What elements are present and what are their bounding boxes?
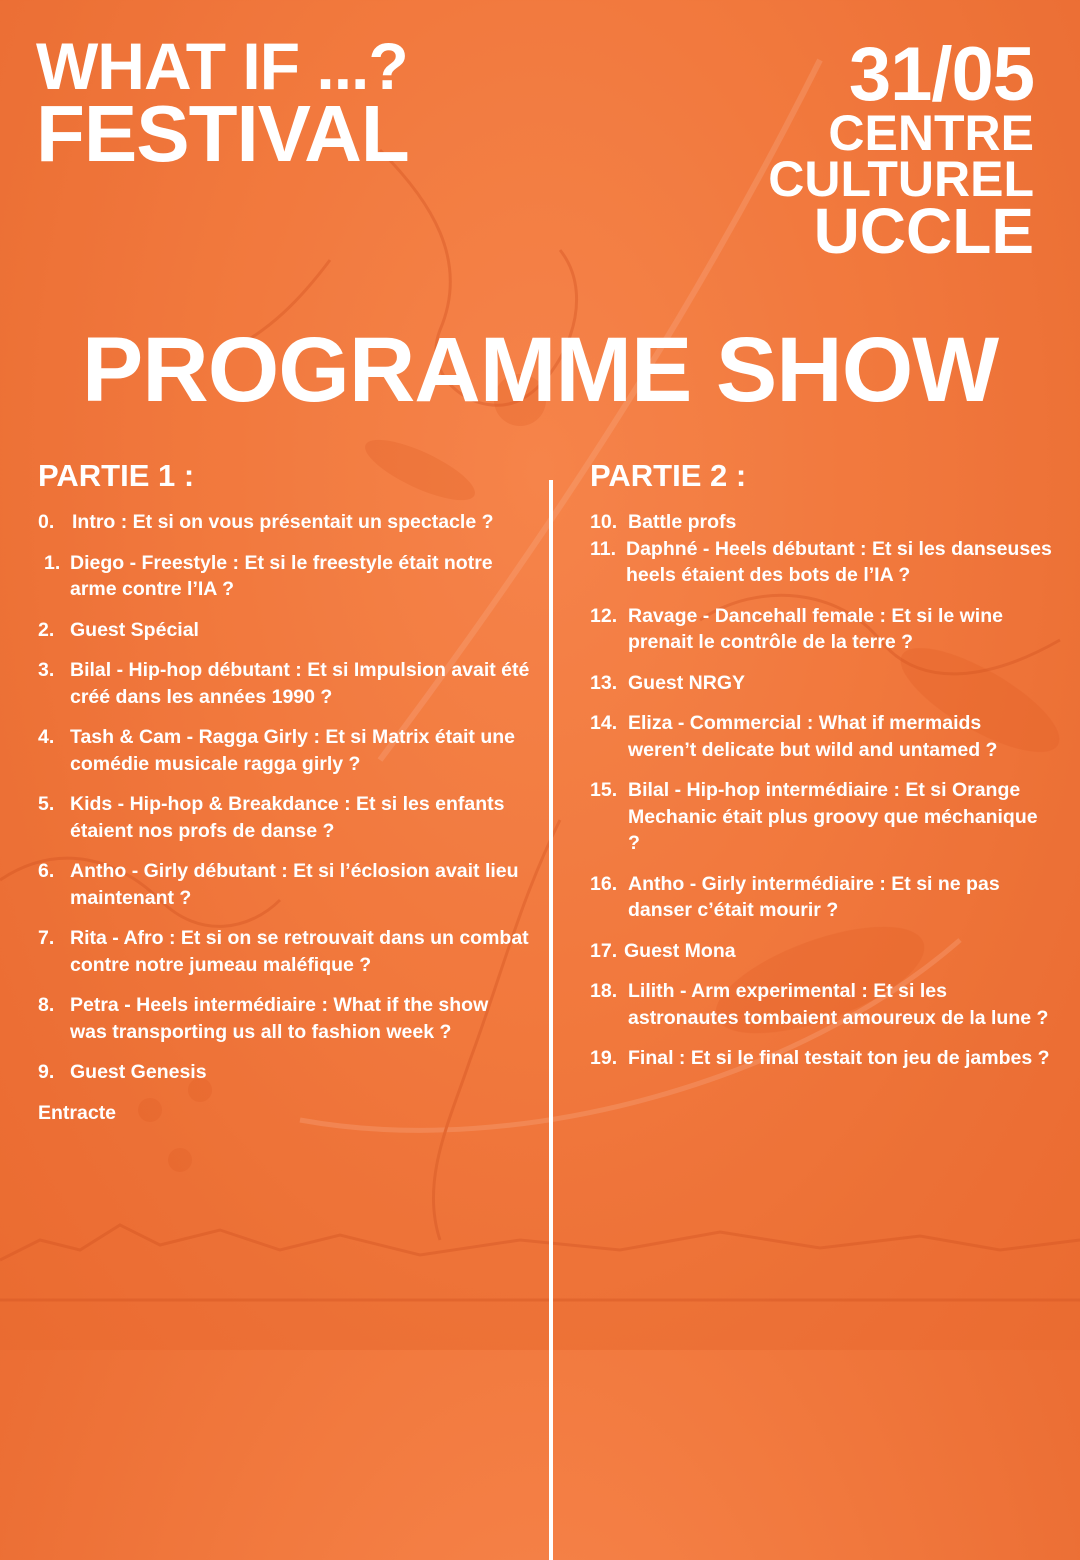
venue-line-3: UCCLE — [813, 194, 1034, 267]
list-item — [38, 617, 530, 644]
item-number: 7. — [38, 927, 55, 949]
event-info — [768, 32, 1034, 267]
list-item — [590, 978, 1052, 1031]
item-text: Bilal - Hip-hop débutant : Et si Impulsion avait été créé dans les années 1990 ? — [70, 659, 530, 708]
part1-list — [38, 509, 530, 1126]
festival-logo — [36, 29, 409, 178]
page-title: PROGRAMME SHOW — [81, 319, 999, 421]
item-text: Petra - Heels intermédiaire : What if the show was transporting us all to fashion week ? — [70, 994, 489, 1043]
item-text: Guest Mona — [624, 939, 736, 962]
item-number: 3. — [38, 659, 55, 681]
item-text: Final : Et si le final testait ton jeu de jambes ? — [628, 1047, 1050, 1069]
item-number: 6. — [38, 860, 55, 882]
list-item — [38, 992, 530, 1045]
list-item — [590, 603, 1052, 656]
list-item — [38, 925, 530, 978]
item-number: 9. — [38, 1061, 55, 1083]
item-number: 15. — [590, 779, 618, 801]
item-text: Guest Genesis — [70, 1061, 207, 1083]
item-text: Antho - Girly intermédiaire : Et si ne pas danser c’était mourir ? — [628, 872, 1000, 921]
item-text: Kids - Hip-hop & Breakdance : Et si les enfants étaient nos profs de danse ? — [70, 793, 505, 842]
item-text: Bilal - Hip-hop intermédiaire : Et si Orange Mechanic était plus groovy que méchanique ? — [628, 779, 1038, 854]
item-number: 1. — [44, 551, 61, 574]
list-item — [38, 550, 530, 603]
list-item — [590, 536, 1052, 589]
item-number: 4. — [38, 726, 55, 748]
item-text: Guest Spécial — [70, 618, 199, 641]
item-number: 16. — [590, 872, 618, 895]
list-item — [38, 724, 530, 777]
list-item — [590, 1045, 1052, 1072]
item-text: Daphné - Heels débutant : Et si les danseuses heels étaient des bots de l’IA ? — [626, 537, 1052, 586]
list-item — [590, 670, 1052, 697]
part2-heading: PARTIE 2 : — [590, 458, 747, 493]
item-number: 17. — [590, 939, 618, 962]
item-text: Guest NRGY — [628, 671, 746, 694]
item-text: Intro : Et si on vous présentait un spectacle ? — [72, 511, 494, 533]
item-number: 18. — [590, 980, 618, 1002]
list-item — [38, 657, 530, 710]
item-text: Antho - Girly débutant : Et si l’éclosion avait lieu maintenant ? — [70, 860, 519, 909]
venue-line-1: CENTRE — [828, 104, 1034, 161]
part1-heading: PARTIE 1 : — [38, 458, 195, 493]
list-item — [38, 509, 530, 536]
item-number: 12. — [590, 604, 618, 627]
item-number: 10. — [590, 511, 618, 533]
list-item — [590, 938, 1052, 965]
part2-list — [590, 509, 1052, 1086]
logo-line-1: WHAT IF ...? — [36, 29, 408, 103]
intermission-label: Entracte — [38, 1101, 117, 1124]
item-text: Eliza - Commercial : What if mermaids weren’t delicate but wild and untamed ? — [628, 712, 998, 761]
item-text: Tash & Cam - Ragga Girly : Et si Matrix était une comédie musicale ragga girly ? — [70, 726, 515, 775]
item-number: 19. — [590, 1047, 618, 1069]
event-date: 31/05 — [848, 32, 1034, 117]
item-number: 5. — [38, 793, 55, 815]
item-text: Battle profs — [628, 511, 737, 533]
item-number: 0. — [38, 511, 55, 533]
item-text: Rita - Afro : Et si on se retrouvait dans un combat contre notre jumeau maléfique ? — [70, 927, 529, 976]
list-item — [38, 1059, 530, 1086]
list-item — [38, 858, 530, 911]
list-item — [590, 777, 1052, 857]
item-text: Diego - Freestyle : Et si le freestyle était notre arme contre l’IA ? — [70, 551, 493, 600]
item-number: 14. — [590, 712, 618, 734]
item-text: Ravage - Dancehall female : Et si le wine prenait le contrôle de la terre ? — [628, 604, 1003, 653]
venue-line-2: CULTUREL — [768, 150, 1034, 207]
item-text: Lilith - Arm experimental : Et si les astronautes tombaient amoureux de la lune ? — [628, 980, 1049, 1029]
item-number: 11. — [590, 537, 617, 560]
list-item — [590, 871, 1052, 924]
list-item — [590, 509, 1052, 536]
item-number: 13. — [590, 671, 618, 694]
list-item — [38, 791, 530, 844]
logo-line-2: FESTIVAL — [36, 88, 409, 178]
item-number: 8. — [38, 994, 55, 1016]
item-number: 2. — [38, 618, 55, 641]
list-item — [590, 710, 1052, 763]
column-divider — [549, 480, 553, 1560]
